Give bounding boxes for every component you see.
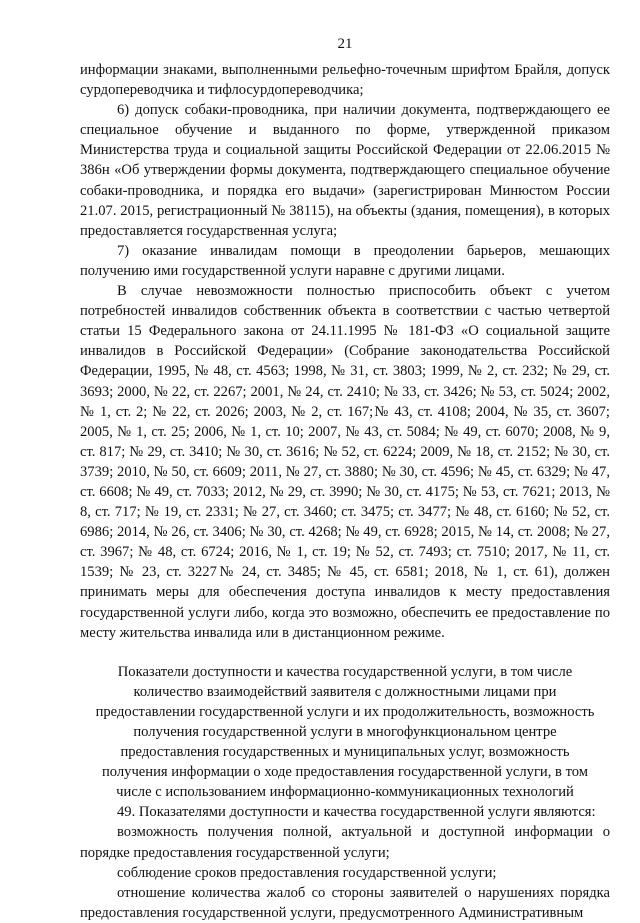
heading-line-5: получения информации о ходе предоставления государственной услуги, в том: [101, 764, 589, 781]
paragraph-bottom-0: 49. Показателями доступности и качества государственной услуги являются:: [117, 804, 596, 821]
paragraph-bottom-1: возможность получения полной, актуальной и доступной информации о порядке предоставления государственной услуги;: [80, 824, 610, 861]
paragraph-bottom-2: соблюдение сроков предоставления государственной услуги;: [117, 864, 497, 881]
paragraph-top-0: информации знаками, выполненными рельефно-точечным шрифтом Брайля, допуск сурдопереводчика и тифлосурдопереводчика;: [80, 62, 610, 99]
body-text: [80, 60, 610, 923]
paragraph-top-1: 6) допуск собаки-проводника, при наличии документа, подтверждающего ее специальное обучение и выданного по форме, утвержденной приказом Министерства труда и социальной защиты Российской Федерации от 22.06.2015 № 386н «Об утверждении формы документа, подтверждающего специальное обучение собаки-проводника, и порядка его выдачи» (зарегистрирован Минюстом России 21.07. 2015, регистрационный № 38115), на объекты (здания, помещения), в которых предоставляется государственная услуга;: [80, 102, 610, 239]
paragraph-bottom-3: отношение количества жалоб со стороны заявителей о нарушениях порядка предоставления государственной услуги, предусмотренного Административным: [80, 884, 610, 921]
page-number: 21: [337, 36, 353, 52]
section-heading: [80, 662, 610, 803]
heading-line-1: количество взаимодействий заявителя с должностными лицами при: [133, 683, 557, 700]
heading-line-3: получения государственной услуги в многофункциональном центре: [133, 724, 557, 740]
heading-line-0: Показатели доступности и качества государственной услуги, в том числе: [117, 663, 573, 680]
paragraph-top-3: В случае невозможности полностью приспособить объект с учетом потребностей инвалидов собственник объекта в соответствии с частью четвертой статьи 15 Федерального закона от 24.11.1995 № 181-ФЗ «О социальной защите инвалидов в Российской Федерации» (Собрание законодательства Российской Федерации, 1995, № 48, ст. 4563; 1998, № 31, ст. 3803; 1999, № 2, ст. 232; № 29, ст. 3693; 2000, № 22, ст. 2267; 2001, № 24, ст. 2410; № 33, ст. 3426; № 53, ст. 5024; 2002, № 1, ст. 2; № 22, ст. 2026; 2003, № 2, ст. 167;№ 43, ст. 4108; 2004, № 35, ст. 3607; 2005, № 1, ст. 25; 2006, № 1, ст. 10; 2007, № 43, ст. 5084; № 49, ст. 6070; 2008, № 9, ст. 817; № 29, ст. 3410; № 30, ст. 3616; № 52, ст. 6224; 2009, № 18, ст. 2152; № 30, ст. 3739; 2010, № 50, ст. 6609; 2011, № 27, ст. 3880; № 30, ст. 4596; № 45, ст. 6329; № 47, ст. 6608; № 49, ст. 7033; 2012, № 29, ст. 3990; № 30, ст. 4175; № 53, ст. 7621; 2013, № 8, ст. 717; № 19, ст. 2331; № 27, ст. 3460; ст. 3475; ст. 3477; № 48, ст. 6160; № 52, ст. 6986; 2014, № 26, ст. 3406; № 30, ст. 4268; № 49, ст. 6928; 2015, № 14, ст. 2008; № 27, ст. 3967; № 48, ст. 6724; 2016, № 1, ст. 19; № 52, ст. 7493; ст. 7510; 2017, № 11, ст. 1539; № 23, ст. 3227№ 24, ст. 3485; № 45, ст. 6581; 2018, № 1, ст. 61), должен принимать меры для обеспечения доступа инвалидов к месту предоставления государственной услуги либо, когда это возможно, обеспечить ее предоставление по месту жительства инвалида или в дистанционном режиме.: [80, 283, 610, 641]
paragraph-top-2: 7) оказание инвалидам помощи в преодолении барьеров, мешающих получению ими государственной услуги наравне с другими лицами.: [80, 242, 610, 279]
heading-line-6: числе с использованием информационно-коммуникационных технологий: [116, 784, 574, 801]
heading-line-2: предоставлении государственной услуги и их продолжительность, возможность: [95, 703, 595, 720]
heading-line-4: предоставления государственных и муниципальных услуг, возможность: [120, 744, 570, 761]
